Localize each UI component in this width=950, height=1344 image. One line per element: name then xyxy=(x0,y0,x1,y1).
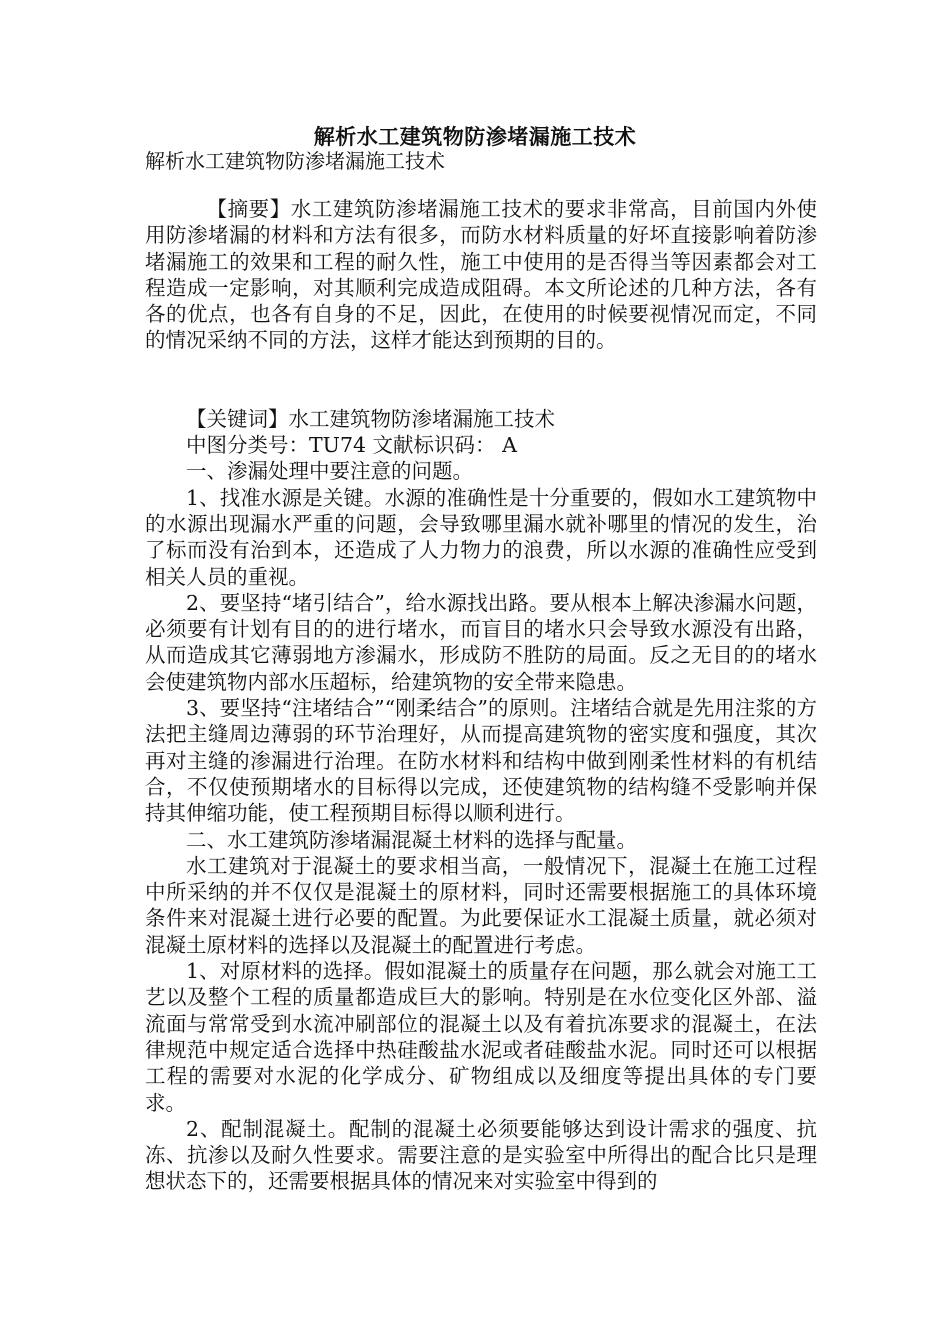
section-heading-1: 一、渗漏处理中要注意的问题。 xyxy=(186,459,473,484)
body-paragraph: 3、要坚持“注堵结合”“刚柔结合”的原则。注堵结合就是先用注浆的方法把主缝周边薄弱的环节治理好，从而提高建筑物的密实度和强度，其次再对主缝的渗漏进行治理。在防水材料和结构中做到刚柔性材料的有机结合，不仅使预期堵水的目标得以完成，还使建筑物的结构缝不受影响并保持其伸缩功能，使工程预期目标得以顺利进行。 xyxy=(145,696,817,826)
document-body xyxy=(145,196,817,1195)
body-paragraph: 2、配制混凝土。配制的混凝土必须要能够达到设计需求的强度、抗冻、抗渗以及耐久性要求。需要注意的是实验室中所得出的配合比只是理想状态下的，还需要根据具体的情况来对实验室中得到的 xyxy=(145,1116,817,1194)
classification-line: 中图分类号：TU74 文献标识码： A xyxy=(186,433,517,458)
section-heading-2: 二、水工建筑防渗堵漏混凝土材料的选择与配量。 xyxy=(186,827,637,852)
body-paragraph: 水工建筑对于混凝土的要求相当高，一般情况下，混凝土在施工过程中所采纳的并不仅仅是混凝土的原材料，同时还需要根据施工的具体环境条件来对混凝土进行必要的配置。为此要保证水工混凝土质量，就必须对混凝土原材料的选择以及混凝土的配置进行考虑。 xyxy=(145,853,817,957)
document-subtitle: 解析水工建筑物防渗堵漏施工技术 xyxy=(145,149,445,173)
body-paragraph: 2、要坚持“堵引结合”，给水源找出路。要从根本上解决渗漏水问题，必须要有计划有目的的进行堵水，而盲目的堵水只会导致水源没有出路，从而造成其它薄弱地方渗漏水，形成防不胜防的局面。反之无目的的堵水会使建筑物内部水压超标，给建筑物的安全带来隐患。 xyxy=(145,590,817,694)
keywords-line: 【关键词】水工建筑物防渗堵漏施工技术 xyxy=(186,406,555,431)
document-title: 解析水工建筑物防渗堵漏施工技术 xyxy=(313,124,637,149)
body-paragraph: 1、对原材料的选择。假如混凝土的质量存在问题，那么就会对施工工艺以及整个工程的质量都造成巨大的影响。特别是在水位变化区外部、溢流面与常常受到水流冲刷部位的混凝土以及有着抗冻要求的混凝土，在法律规范中规定适合选择中热硅酸盐水泥或者硅酸盐水泥。同时还可以根据工程的需要对水泥的化学成分、矿物组成以及细度等提出具体的专门要求。 xyxy=(145,959,817,1115)
body-paragraph: 1、找准水源是关键。水源的准确性是十分重要的，假如水工建筑物中的水源出现漏水严重的问题，会导致哪里漏水就补哪里的情况的发生，治了标而没有治到本，还造成了人力物力的浪费，所以水源的准确性应受到相关人员的重视。 xyxy=(145,485,817,589)
paragraph-spacer xyxy=(145,354,817,406)
abstract-paragraph: 【摘要】水工建筑防渗堵漏施工技术的要求非常高，目前国内外使用防渗堵漏的材料和方法有很多，而防水材料质量的好坏直接影响着防渗堵漏施工的效果和工程的耐久性，施工中使用的是否得当等因素都会对工程造成一定影响，对其顺利完成造成阻碍。本文所论述的几种方法，各有各的优点，也各有自身的不足，因此，在使用的时候要视情况而定，不同的情况采纳不同的方法，这样才能达到预期的目的。 xyxy=(145,197,817,353)
